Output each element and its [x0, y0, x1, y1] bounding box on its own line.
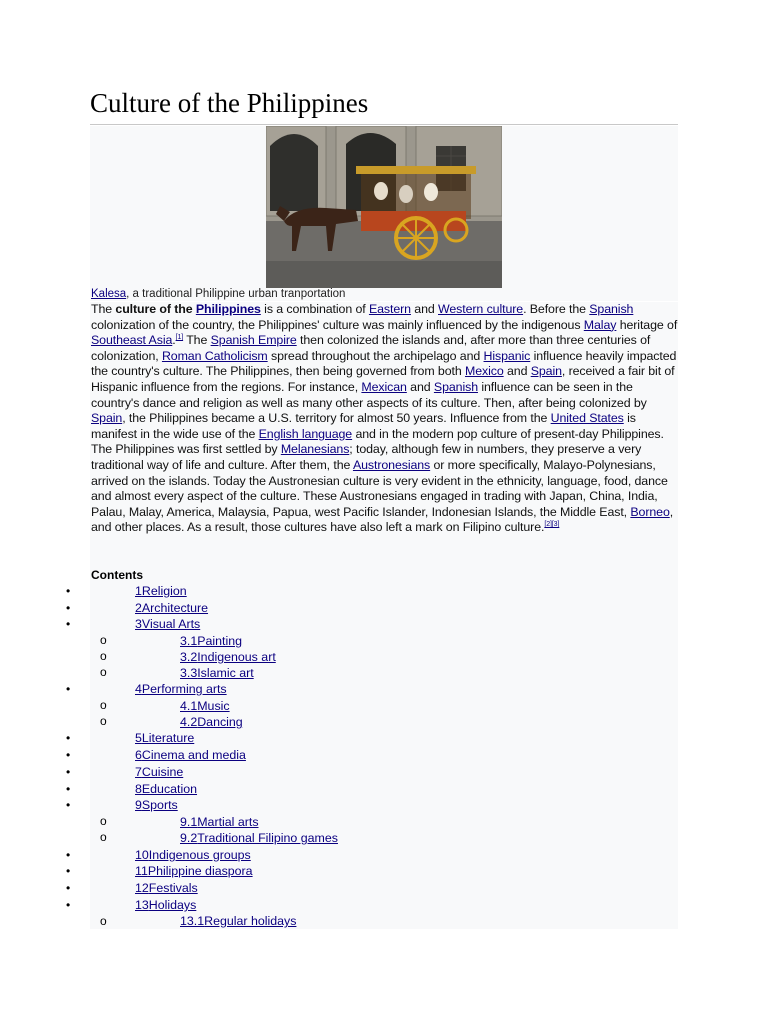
philippines-link[interactable]: Philippines — [195, 302, 261, 316]
text: and — [406, 379, 434, 394]
toc-heading: Contents — [91, 568, 143, 582]
toc-link-holidays[interactable] — [135, 898, 196, 914]
toc-link-islamic-art[interactable] — [180, 666, 254, 682]
text: or more specifically, Malayo-Polynesians, arrived on the islands. Today the Austronesian culture is very evident in the ethnicity, language, food, dance and almost every aspect of the culture. These Austronesians engaged in trading with Japan, China, India, Palau, Malay, America, Malaysia, Papua, west Pacific Islander, Indonesian Islands, the Middle East, — [91, 457, 668, 519]
bullet-icon: • — [66, 765, 71, 779]
toc-link-dancing[interactable] — [180, 715, 243, 731]
toc-number: 12 — [135, 881, 149, 895]
toc-link-indigenous-art[interactable] — [180, 650, 276, 666]
toc-number: 1 — [135, 584, 142, 598]
toc-number: 9.2 — [180, 831, 198, 845]
intro-paragraph: The culture of the Philippines is a combination of Eastern and Western culture. Before the Spanish colonization of the country, the Philippines' culture was mainly influenced by the indigenous Malay heritage of Southeast Asia.[1] The Spanish Empire then colonized the islands and, after more than three centuries of colonization, Roman Catholicism spread throughout the archipelago and Hispanic influence heavily impacted the country's culture. The Philippines, then being governed from both Mexico and Spain, received a fair bit of Hispanic influence from the regions. For instance, Mexican and Spanish influence can be seen in the country's dance and religion as well as many other aspects of its culture. Then, after being colonized by Spain, the Philippines became a U.S. territory for almost 50 years. Influence from the United States is manifest in the wide use of the English language and in the modern pop culture of present-day Philippines. The Philippines was first settled by Melanesians; today, although few in numbers, they preserve a very traditional way of life and culture. After them, the Austronesians or more specifically, Malayo-Polynesians, arrived on the islands. Today the Austronesian culture is very evident in the ethnicity, language, food, dance and almost every aspect of the culture. These Austronesians engaged in trading with Japan, China, India, Palau, Malay, America, Malaysia, Papua, west Pacific Islander, Indonesian Islands, the Middle East, Borneo, and other places. As a result, those cultures have also left a mark on Filipino culture.[2][3] — [91, 302, 678, 535]
toc-link-martial-arts[interactable] — [180, 815, 259, 831]
toc-number: 13 — [135, 898, 149, 912]
toc-label: Traditional Filipino games — [197, 831, 338, 845]
toc-number: 3.1 — [180, 634, 198, 648]
text: , and other places. As a result, those cultures have also left a mark on Filipino culture. — [91, 504, 674, 535]
bullet-icon: • — [66, 864, 71, 878]
eastern-link[interactable]: Eastern — [368, 302, 411, 316]
melanesians-link[interactable]: Melanesians — [280, 442, 350, 457]
toc-number: 13.1 — [180, 914, 205, 928]
toc-label: Indigenous art — [197, 650, 276, 664]
bullet-icon: • — [66, 601, 71, 615]
toc-number: 4.2 — [180, 715, 198, 729]
spain-link[interactable]: Spain — [530, 364, 562, 379]
toc-link-visual-arts[interactable] — [135, 617, 200, 633]
toc-link-cinema-and-media[interactable] — [135, 748, 246, 764]
malay-link[interactable]: Malay — [583, 317, 617, 332]
toc-number: 4 — [135, 682, 142, 696]
toc-link-music[interactable] — [180, 699, 230, 715]
toc-link-regular-holidays[interactable] — [180, 914, 296, 930]
toc-link-literature[interactable] — [135, 731, 194, 747]
austronesians-link[interactable]: Austronesians — [352, 457, 431, 472]
toc-number: 3 — [135, 617, 142, 631]
english-language-link[interactable]: English language — [258, 426, 353, 441]
spain-link-2[interactable]: Spain — [91, 411, 123, 426]
text: , received a fair bit of Hispanic influence from the regions. For instance, — [91, 364, 675, 394]
toc-number: 9.1 — [180, 815, 198, 829]
circle-bullet-icon: o — [100, 698, 107, 712]
toc-link-festivals[interactable] — [135, 881, 198, 897]
bullet-icon: • — [66, 798, 71, 812]
toc-label: Music — [197, 699, 230, 713]
toc-label: Cuisine — [141, 765, 184, 779]
bullet-icon: • — [66, 617, 71, 631]
toc-link-performing-arts[interactable] — [135, 682, 227, 698]
toc-label: Cinema and media — [141, 748, 246, 762]
circle-bullet-icon: o — [100, 914, 107, 928]
toc-number: 6 — [135, 748, 142, 762]
united-states-link[interactable]: United States — [550, 411, 624, 426]
kalesa-photo — [266, 126, 502, 288]
text: heritage of — [616, 317, 678, 332]
toc-number: 8 — [135, 782, 142, 796]
circle-bullet-icon: o — [100, 633, 107, 647]
bullet-icon: • — [66, 898, 71, 912]
toc-number: 2 — [135, 601, 142, 615]
toc-number: 9 — [135, 798, 142, 812]
hispanic-link[interactable]: Hispanic — [483, 348, 531, 363]
toc-label: Sports — [141, 798, 178, 812]
toc-label: Visual Arts — [141, 617, 201, 631]
text: The — [183, 333, 211, 348]
toc-link-indigenous-groups[interactable] — [135, 848, 251, 864]
page-title: Culture of the Philippines — [90, 88, 369, 118]
title-divider — [90, 124, 678, 125]
text: colonization of the country, the Philippines' culture was mainly influenced by the indigenous — [91, 317, 584, 332]
kalesa-link[interactable]: Kalesa — [91, 288, 127, 300]
toc-label: Indigenous groups — [148, 848, 251, 862]
circle-bullet-icon: o — [100, 830, 107, 844]
toc-number: 5 — [135, 731, 142, 745]
toc-label: Literature — [141, 731, 195, 745]
toc-label: Architecture — [141, 601, 209, 615]
text: ; today, although few in numbers, they preserve a very traditional way of life and culture. After them, the — [91, 442, 642, 472]
toc-link-traditional-filipino-games[interactable] — [180, 831, 338, 847]
text: influence can be seen in the country's dance and religion as well as many other aspects of its culture. Then, after being colonized by — [91, 379, 647, 410]
borneo-link[interactable]: Borneo — [630, 504, 670, 519]
mexican-link[interactable]: Mexican — [361, 379, 407, 394]
spanish-link[interactable]: Spanish — [589, 302, 634, 316]
reference-1[interactable]: [1] — [175, 334, 184, 342]
text: spread throughout the archipelago and — [267, 348, 484, 363]
text: , the Philippines became a U.S. territory for almost 50 years. Influence from the — [122, 411, 551, 426]
toc-link-architecture[interactable] — [135, 601, 208, 617]
bullet-icon: • — [66, 731, 71, 745]
toc-label: Education — [141, 782, 198, 796]
bullet-icon: • — [66, 848, 71, 862]
text: and in the modern pop culture of present-day Philippines. The Philippines was first settled by — [91, 426, 664, 457]
toc-label: Regular holidays — [204, 914, 297, 928]
toc-label: Painting — [197, 634, 243, 648]
western-culture-link[interactable]: Western culture — [438, 302, 524, 316]
text: is a combination of — [260, 302, 369, 316]
toc-label: Martial arts — [197, 815, 259, 829]
toc-number: 10 — [135, 848, 149, 862]
circle-bullet-icon: o — [100, 814, 107, 828]
toc-link-religion[interactable] — [135, 584, 187, 600]
southeast-asia-link[interactable]: Southeast Asia — [91, 333, 173, 348]
bullet-icon: • — [66, 782, 71, 796]
toc-label: Festivals — [148, 881, 198, 895]
toc-link-painting[interactable] — [180, 634, 242, 650]
toc-label: Islamic art — [197, 666, 254, 680]
text: The — [91, 302, 116, 316]
roman-catholicism-link[interactable]: Roman Catholicism — [161, 348, 268, 363]
toc-label: Holidays — [148, 898, 197, 912]
bold-text: culture of the — [115, 302, 196, 316]
toc-number: 3.3 — [180, 666, 198, 680]
reference-2-3[interactable]: [2][3] — [544, 521, 560, 529]
text: influence heavily impacted the country's culture. The Philippines, then being governed from both — [91, 348, 677, 379]
mexico-link[interactable]: Mexico — [464, 364, 504, 379]
caption-text: , a traditional Philippine urban tranportation — [126, 288, 346, 300]
toc-link-cuisine[interactable] — [135, 765, 183, 781]
toc-label: Philippine diaspora — [147, 864, 253, 878]
image-caption — [91, 288, 345, 300]
toc-label: Religion — [141, 584, 187, 598]
circle-bullet-icon: o — [100, 649, 107, 663]
toc-number: 4.1 — [180, 699, 198, 713]
bullet-icon: • — [66, 584, 71, 598]
toc-number: 7 — [135, 765, 142, 779]
circle-bullet-icon: o — [100, 665, 107, 679]
text: then colonized the islands and, after more than three centuries of colonization, — [91, 333, 651, 363]
spanish-empire-link[interactable]: Spanish Empire — [210, 333, 297, 348]
bullet-icon: • — [66, 682, 71, 696]
text: is manifest in the wide use of the — [91, 411, 636, 441]
circle-bullet-icon: o — [100, 714, 107, 728]
toc-number: 3.2 — [180, 650, 198, 664]
text: . Before the — [523, 302, 590, 316]
toc-link-sports[interactable] — [135, 798, 178, 814]
toc-link-education[interactable] — [135, 782, 197, 798]
toc-label: Dancing — [197, 715, 243, 729]
spanish-link-2[interactable]: Spanish — [433, 379, 478, 394]
text: and — [410, 302, 439, 316]
toc-link-philippine-diaspora[interactable] — [135, 864, 253, 880]
text: and — [503, 364, 531, 379]
toc-number: 11 — [135, 864, 148, 878]
bullet-icon: • — [66, 748, 71, 762]
bullet-icon: • — [66, 881, 71, 895]
toc-label: Performing arts — [141, 682, 227, 696]
